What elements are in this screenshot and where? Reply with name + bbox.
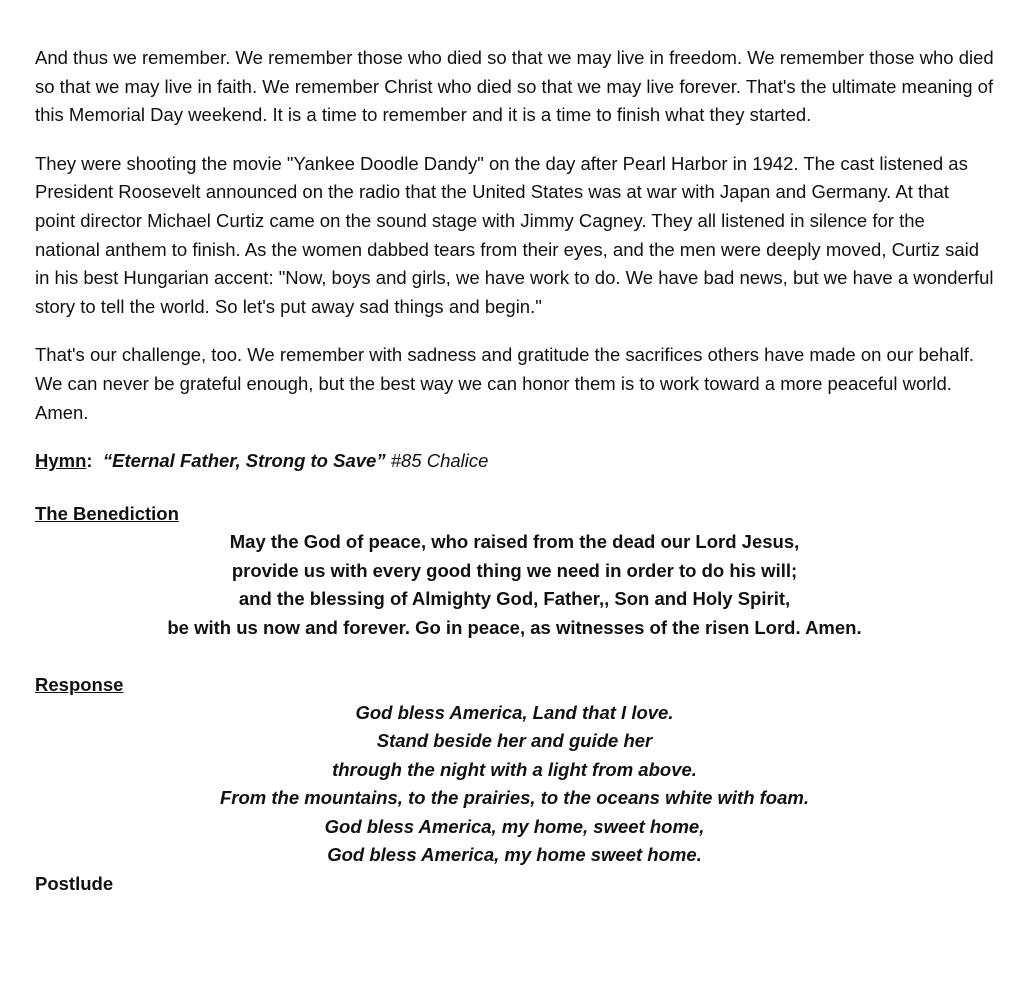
benediction-title: The Benediction xyxy=(35,503,179,525)
postlude-heading: Postlude xyxy=(35,873,114,895)
hymn-title: “Eternal Father, Strong to Save” xyxy=(102,450,386,472)
hymn-line xyxy=(35,447,994,475)
response-line: God bless America, my home sweet home. xyxy=(327,844,702,866)
response-title: Response xyxy=(35,673,124,695)
paragraph-remember: And thus we remember. We remember those who died so that we may live in freedom. We remember those who died so that we may live in faith. We remember Christ who died so that we may live forever. That's the ultimate meaning of this Memorial Day weekend. It is a time to remember and it is a time to finish what they started. xyxy=(35,47,994,126)
hymn-label: Hymn xyxy=(35,450,87,472)
benediction-line: provide us with every good thing we need in order to do his will; xyxy=(231,559,798,581)
response-text xyxy=(35,699,994,871)
response-line: through the night with a light from above. xyxy=(332,758,697,780)
paragraph-challenge: That's our challenge, too. We remember with sadness and gratitude the sacrifices others have made on our behalf. We can never be grateful enough, but the best way we can honor them is to work toward a more peaceful world. Amen. xyxy=(35,344,974,423)
response-line: God bless America, my home, sweet home, xyxy=(324,815,705,837)
hymn-separator: : xyxy=(86,450,93,472)
benediction-text xyxy=(35,528,994,642)
response-line: From the mountains, to the prairies, to the oceans white with foam. xyxy=(220,787,809,809)
paragraph-yankee-doodle: They were shooting the movie "Yankee Doodle Dandy" on the day after Pearl Harbor in 1942. The cast listened as President Roosevelt announced on the radio that the United States was at war with Japan and Germany. At that point director Michael Curtiz came on the sound stage with Jimmy Cagney. They all listened in silence for the national anthem to finish. As the women dabbed tears from their eyes, and the men were deeply moved, Curtiz said in his best Hungarian accent: "Now, boys and girls, we have work to do. We have bad news, but we have a wonderful story to tell the world. So let's put away sad things and begin." xyxy=(35,152,994,317)
benediction-line: be with us now and forever. Go in peace, as witnesses of the risen Lord. Amen. xyxy=(167,616,862,638)
benediction-line: and the blessing of Almighty God, Father,, Son and Holy Spirit, xyxy=(238,588,791,610)
hymn-number: #85 Chalice xyxy=(390,450,489,472)
response-line: God bless America, Land that I love. xyxy=(355,701,674,723)
response-line: Stand beside her and guide her xyxy=(376,730,653,752)
benediction-line: May the God of peace, who raised from the dead our Lord Jesus, xyxy=(229,531,800,553)
